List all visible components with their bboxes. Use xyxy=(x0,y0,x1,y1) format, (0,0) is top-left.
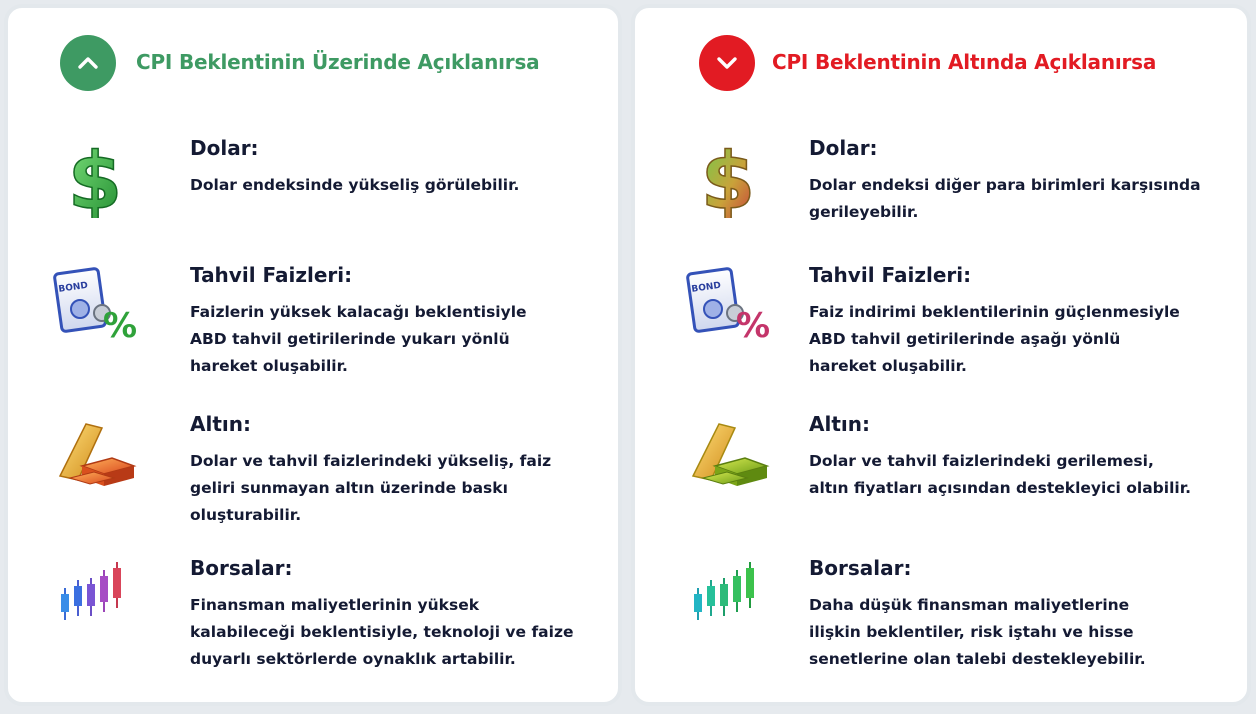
item-description: Daha düşük finansman maliyetlerine ilişkin beklentiler, risk iştahı ve hisse senetlerine olan talebi destekleyebilir. xyxy=(809,596,1146,668)
item-title: Borsalar: xyxy=(809,556,912,580)
item-description: Faizlerin yüksek kalacağı beklentisiyle ABD tahvil getirilerinde yukarı yönlü hareket oluşabilir. xyxy=(190,303,527,375)
item-title: Tahvil Faizleri: xyxy=(809,263,972,287)
bond-percent-icon xyxy=(50,265,140,345)
gold-bars-icon xyxy=(683,414,773,494)
candlestick-chart-icon xyxy=(50,554,140,634)
card-cpi-below-expectation xyxy=(631,4,1251,706)
chevron-up-icon xyxy=(60,35,116,91)
card-header xyxy=(635,8,1247,118)
item-title: Dolar: xyxy=(190,136,259,160)
item-description: Dolar ve tahvil faizlerindeki yükseliş, faiz geliri sunmayan altın üzerinde baskı oluşturabilir. xyxy=(190,452,552,524)
svg-text:BOND: BOND xyxy=(690,280,722,295)
card-title: CPI Beklentinin Altında Açıklanırsa xyxy=(772,50,1157,74)
item-title: Tahvil Faizleri: xyxy=(190,263,353,287)
card-cpi-above-expectation xyxy=(4,4,622,706)
dollar-icon xyxy=(683,138,773,218)
card-header xyxy=(8,8,618,118)
card-title: CPI Beklentinin Üzerinde Açıklanırsa xyxy=(136,50,540,74)
item-description: Dolar endeksinde yükseliş görülebilir. xyxy=(190,176,520,194)
svg-text:%: % xyxy=(735,306,771,345)
candlestick-chart-icon xyxy=(683,554,773,634)
gold-bars-icon xyxy=(50,414,140,494)
item-title: Altın: xyxy=(190,412,251,436)
svg-text:$: $ xyxy=(700,138,756,218)
item-title: Dolar: xyxy=(809,136,878,160)
bond-percent-icon xyxy=(683,265,773,345)
svg-text:$: $ xyxy=(67,138,123,218)
svg-text:BOND: BOND xyxy=(57,280,89,295)
dollar-icon xyxy=(50,138,140,218)
item-description: Faiz indirimi beklentilerinin güçlenmesiyle ABD tahvil getirilerinde aşağı yönlü hareket oluşabilir. xyxy=(809,303,1180,375)
item-description: Dolar endeksi diğer para birimleri karşısında gerileyebilir. xyxy=(809,176,1201,221)
chevron-down-icon xyxy=(699,35,755,91)
svg-text:%: % xyxy=(102,306,138,345)
item-description: Finansman maliyetlerinin yüksek kalabileceği beklentisiyle, teknoloji ve faize duyarlı sektörlerde oynaklık artabilir. xyxy=(190,596,574,668)
item-title: Borsalar: xyxy=(190,556,293,580)
item-title: Altın: xyxy=(809,412,870,436)
item-description: Dolar ve tahvil faizlerindeki gerilemesi, altın fiyatları açısından destekleyici olabilir. xyxy=(809,452,1192,497)
